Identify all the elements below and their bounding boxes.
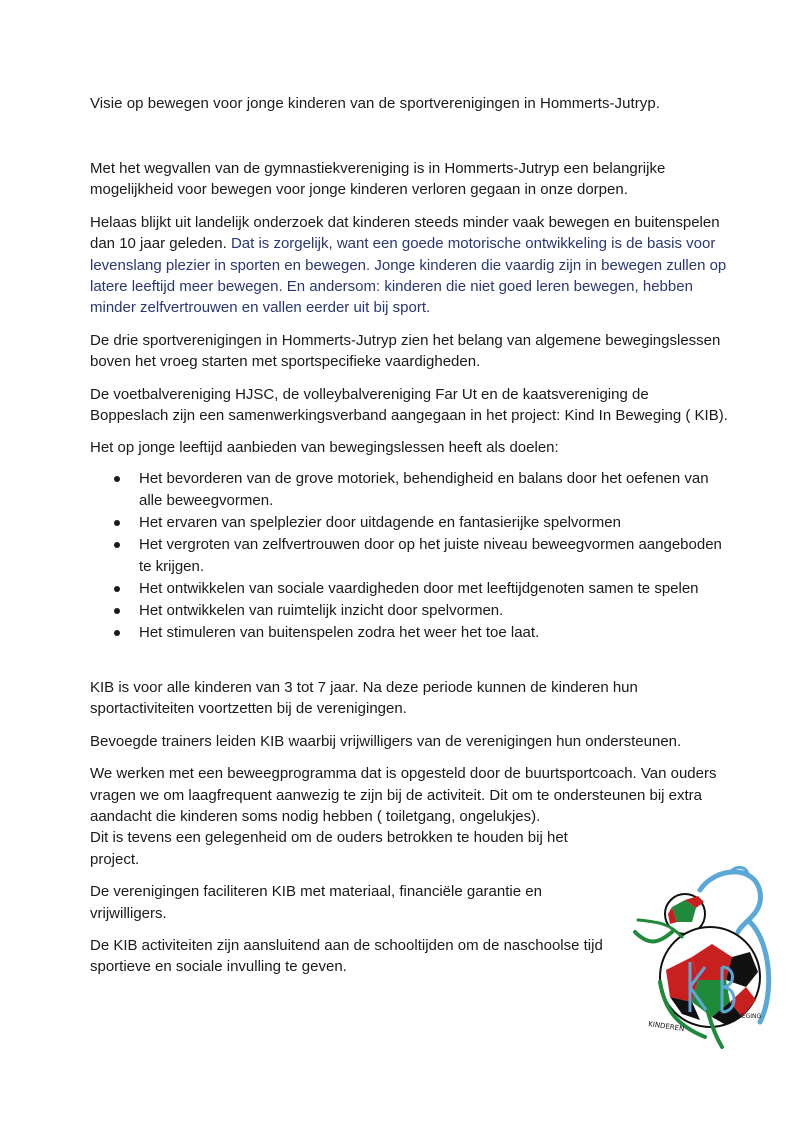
bullet-icon (114, 630, 120, 636)
list-item (114, 534, 730, 578)
paragraph: De drie sportverenigingen in Hommerts-Jutryp zien het belang van algemene bewegingslessen boven het vroeg starten met sportspecifieke vaardigheden. (90, 331, 721, 371)
paragraph-text: We werken met een beweegprogramma dat is opgesteld door de buurtsportcoach. Van ouders vragen we om laagfrequent aanwezig te zijn bij de activiteit. Dit om te ondersteunen bij extra aandacht die kinderen soms nodig hebben ( toiletgang, ongelukjes). (90, 765, 717, 825)
list-item-text: Het ontwikkelen van ruimtelijk inzicht door spelvormen. (139, 601, 504, 619)
list-item (114, 578, 730, 600)
paragraph-line: De verenigingen faciliteren KIB met materiaal, financiële garantie en (90, 883, 542, 901)
logo-text-right: BEWEGING (728, 1013, 762, 1020)
paragraph-line: Dit is tevens een gelegenheid om de ouders betrokken te houden bij het (90, 829, 568, 847)
list-item-text: Het ontwikkelen van sociale vaardigheden door met leeftijdgenoten samen te spelen (139, 579, 699, 597)
list-item (114, 468, 730, 512)
paragraph: Bevoegde trainers leiden KIB waarbij vrijwilligers van de verenigingen hun ondersteunen. (90, 732, 682, 750)
paragraph: Het op jonge leeftijd aanbieden van bewegingslessen heeft als doelen: (90, 439, 559, 457)
list-item (114, 600, 730, 622)
paragraph-line: vrijwilligers. (90, 904, 167, 922)
paragraph-line: sportieve en sociale invulling te geven. (90, 958, 347, 976)
list-item-text: Het bevorderen van de grove motoriek, behendigheid en balans door het oefenen van alle beweegvormen. (139, 469, 709, 509)
bullet-icon (114, 520, 120, 526)
bullet-icon (114, 542, 120, 548)
list-item (114, 512, 730, 534)
bullet-icon (114, 608, 120, 614)
kib-logo-graphic (630, 862, 778, 1052)
kib-logo (630, 862, 778, 1052)
paragraph-line: project. (90, 850, 140, 868)
paragraph: De voetbalvereniging HJSC, de volleybalvereniging Far Ut en de kaatsvereniging de Boppeslach zijn een samenwerkingsverband aangegaan in het project: Kind In Beweging ( KIB). (90, 385, 728, 425)
bullet-icon (114, 586, 120, 592)
document-title: Visie op bewegen voor jonge kinderen van de sportverenigingen in Hommerts-Jutryp. (90, 95, 660, 112)
list-item (114, 622, 730, 644)
paragraph-text: Helaas blijkt uit landelijk onderzoek dat kinderen steeds minder vaak bewegen en buitenspelen dan 10 jaar geleden. (90, 213, 720, 253)
goals-list (114, 468, 730, 644)
spacer (90, 644, 730, 677)
list-item-text: Het ervaren van spelplezier door uitdagende en fantasierijke spelvormen (139, 513, 621, 531)
paragraph-line: De KIB activiteiten zijn aansluitend aan de schooltijden om de naschoolse tijd (90, 936, 603, 954)
bullet-icon (114, 476, 120, 482)
list-item-text: Het vergroten van zelfvertrouwen door op het juiste niveau beweegvormen aangeboden te krijgen. (139, 535, 722, 575)
paragraph: Met het wegvallen van de gymnastiekvereniging is in Hommerts-Jutryp een belangrijke mogelijkheid voor bewegen voor jonge kinderen verloren gegaan in onze dorpen. (90, 160, 666, 199)
logo-text-left: KINDEREN (647, 1020, 685, 1034)
paragraph (90, 212, 730, 319)
list-item-text: Het stimuleren van buitenspelen zodra het weer het toe laat. (139, 623, 540, 641)
paragraph (90, 763, 730, 827)
paragraph: KIB is voor alle kinderen van 3 tot 7 jaar. Na deze periode kunnen de kinderen hun sportactiviteiten voortzetten bij de verenigingen. (90, 678, 638, 718)
highlighted-text: Dat is zorgelijk, want een goede motorische ontwikkeling is de basis voor levenslang plezier in sporten en bewegen. Jonge kinderen die vaardig zijn in bewegen zullen op latere leeftijd meer bewegen. En andersom: kinderen die niet goed leren bewegen, hebben minder zelfvertrouwen en vallen eerder uit bij sport. (90, 235, 727, 317)
